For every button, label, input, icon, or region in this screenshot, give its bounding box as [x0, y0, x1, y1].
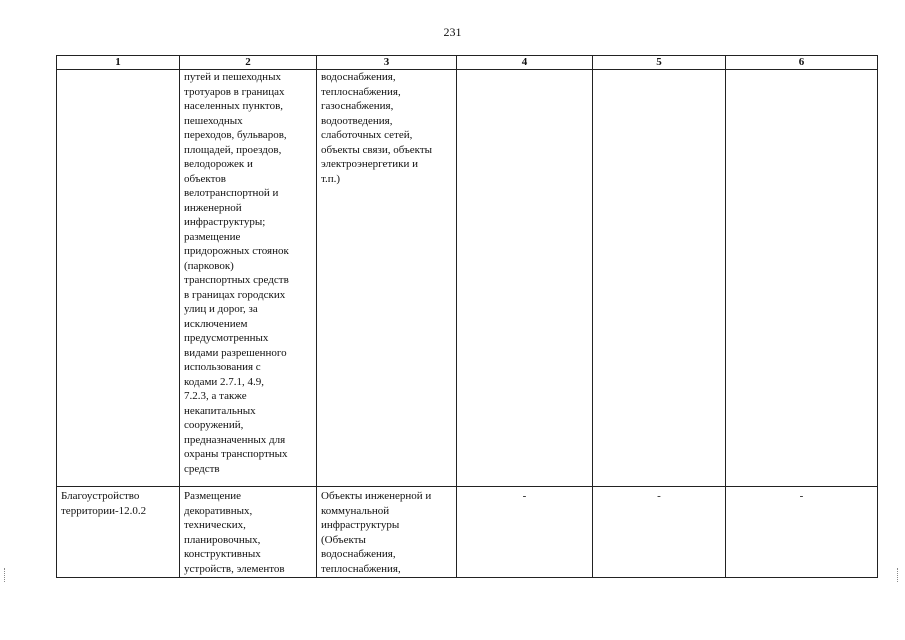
- table-cell: водоснабжения, теплоснабжения, газоснабжения, водоотведения, слаботочных сетей, объекты связи, объекты электроэнергетики и т.п.): [317, 70, 457, 487]
- table-cell: Размещение декоративных, технических, планировочных, конструктивных устройств, элементов: [180, 487, 317, 578]
- table-cell: [457, 70, 593, 487]
- column-header-5: 5: [593, 56, 726, 70]
- table-cell: [726, 70, 878, 487]
- table-cell: -: [457, 487, 593, 578]
- document-table: [56, 55, 878, 578]
- page-number: 231: [443, 25, 462, 39]
- table-cell: Благоустройство территории-12.0.2: [57, 487, 180, 578]
- table-cell: -: [726, 487, 878, 578]
- right-margin-mark: [897, 568, 901, 582]
- column-header-6: 6: [726, 56, 878, 70]
- table-cell: [57, 70, 180, 487]
- column-header-4: 4: [457, 56, 593, 70]
- table-row: [57, 487, 878, 578]
- column-header-2: 2: [180, 56, 317, 70]
- table-cell: Объекты инженерной и коммунальной инфраструктуры (Объекты водоснабжения, теплоснабжения,: [317, 487, 457, 578]
- column-header-1: 1: [57, 56, 180, 70]
- table-cell: [593, 70, 726, 487]
- table-cell: -: [593, 487, 726, 578]
- column-header-3: 3: [317, 56, 457, 70]
- table-cell: путей и пешеходных тротуаров в границах населенных пунктов, пешеходных переходов, бульваров, площадей, проездов, велодорожек и объектов велотранспортной и инженерной инфраструктуры; размещение придорожных стоянок (парковок) транспортных средств в границах городских улиц и дорог, за исключением предусмотренных видами разрешенного использования с кодами 2.7.1, 4.9, 7.2.3, а также некапитальных сооружений, предназначенных для охраны транспортных средств: [180, 70, 317, 487]
- table-header-row: [57, 56, 878, 70]
- table-row: [57, 70, 878, 487]
- left-margin-mark: [4, 568, 8, 582]
